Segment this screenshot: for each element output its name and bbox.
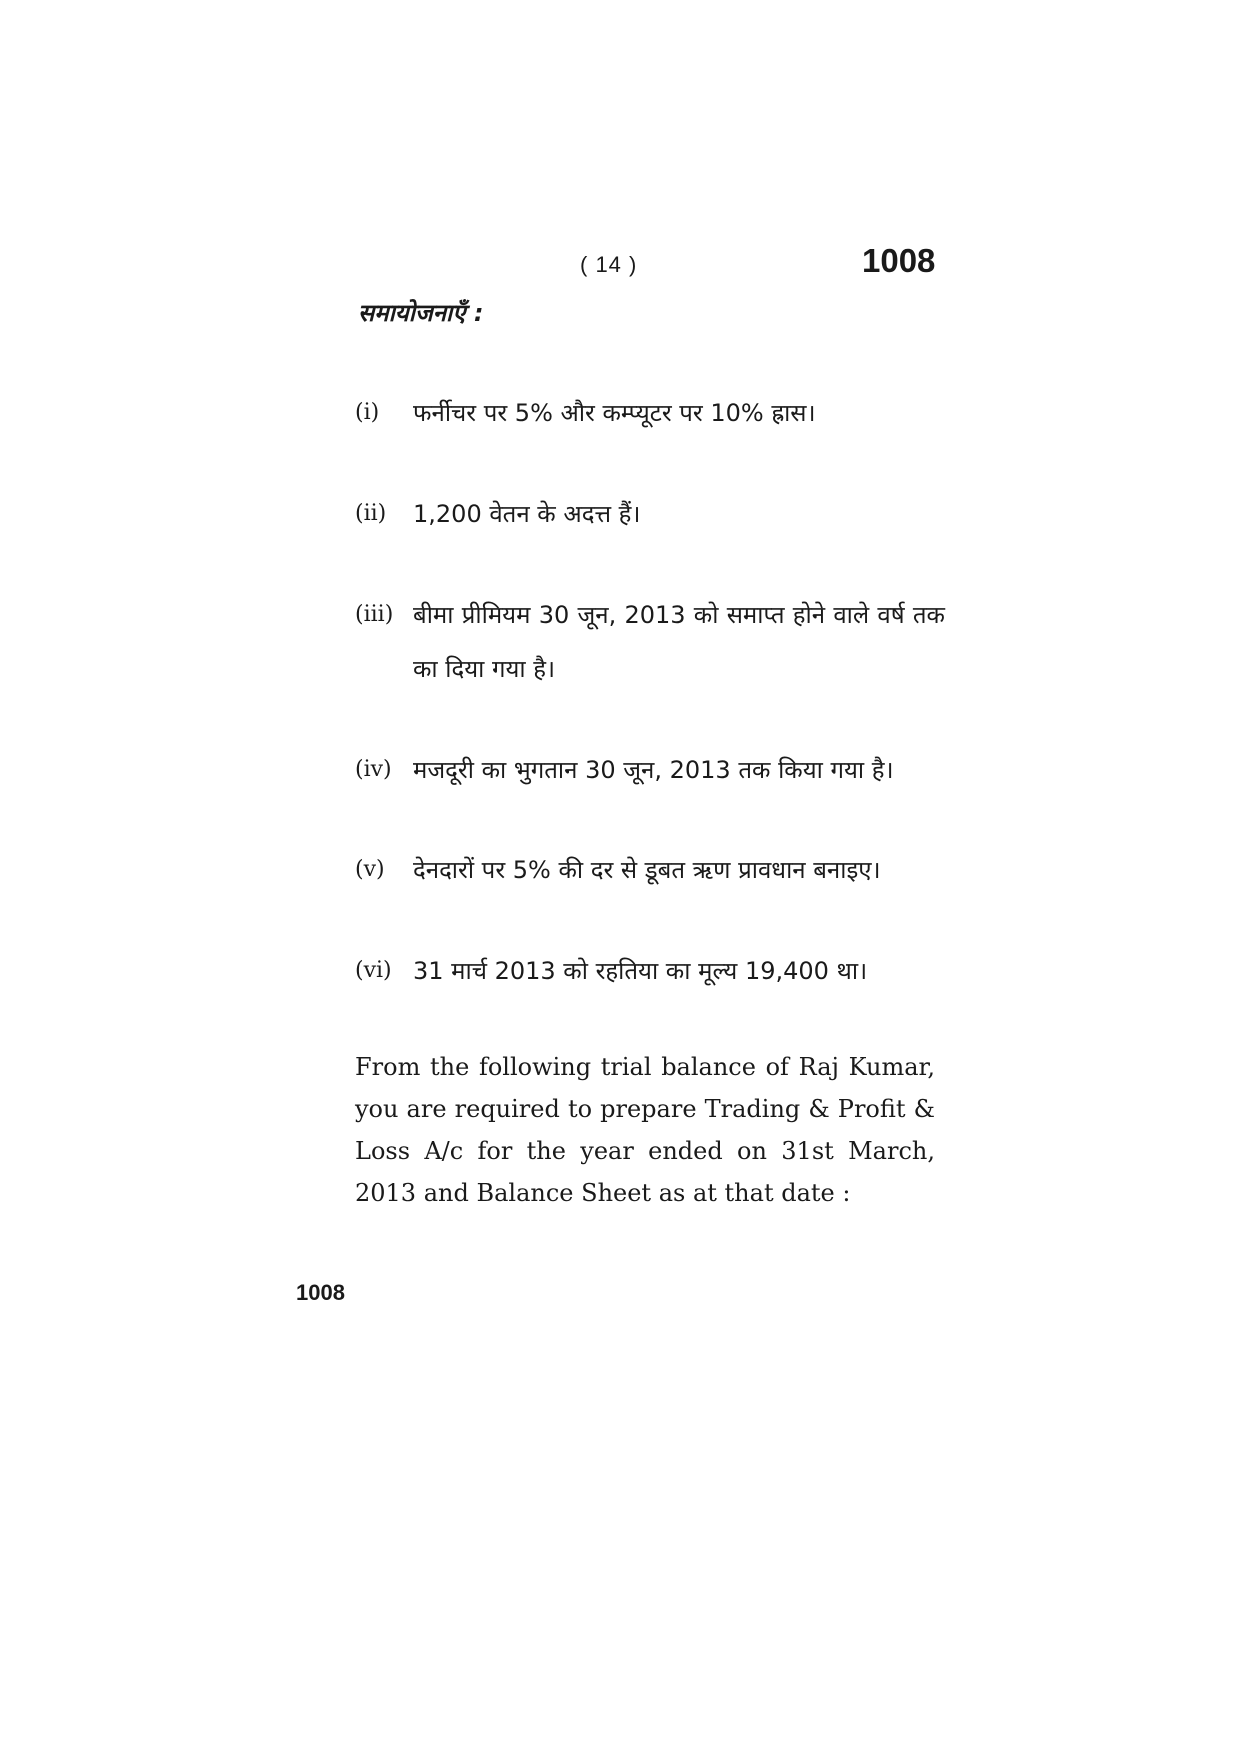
list-item [355,843,945,897]
item-text: फर्नीचर पर 5% और कम्प्यूटर पर 10% ह्रास। [413,399,816,427]
list-item [355,743,945,797]
item-text: मजदूरी का भुगतान 30 जून, 2013 तक किया गया है। [413,756,894,784]
list-item [355,944,945,998]
list-item [355,487,945,541]
item-number: (iv) [355,757,392,782]
item-text: 31 मार्च 2013 को रहतिया का मूल्य 19,400 था। [413,957,868,985]
item-number: (i) [355,400,380,425]
paper-code-bottom: 1008 [296,1280,345,1305]
paper-code-top: 1008 [862,242,936,279]
item-number: (v) [355,857,385,882]
page-number: ( 14 ) [580,252,638,277]
list-item [355,588,945,696]
section-heading: समायोजनाएँ : [358,299,484,327]
item-text: 1,200 वेतन के अदत्त हैं। [413,500,641,528]
item-number: (iii) [355,602,394,627]
item-text: देनदारों पर 5% की दर से डूबत ऋण प्रावधान बनाइए। [413,856,881,884]
list-item [355,386,945,440]
english-question: From the following trial balance of Raj Kumar, you are required to prepare Trading & Profit & Loss A/c for the year ended on 31st March, 2013 and Balance Sheet as at that date : [355,1053,935,1207]
item-text: बीमा प्रीमियम 30 जून, 2013 को समाप्त होने वाले वर्ष तक का दिया गया है। [413,601,945,683]
item-number: (vi) [355,958,392,983]
item-number: (ii) [355,501,387,526]
